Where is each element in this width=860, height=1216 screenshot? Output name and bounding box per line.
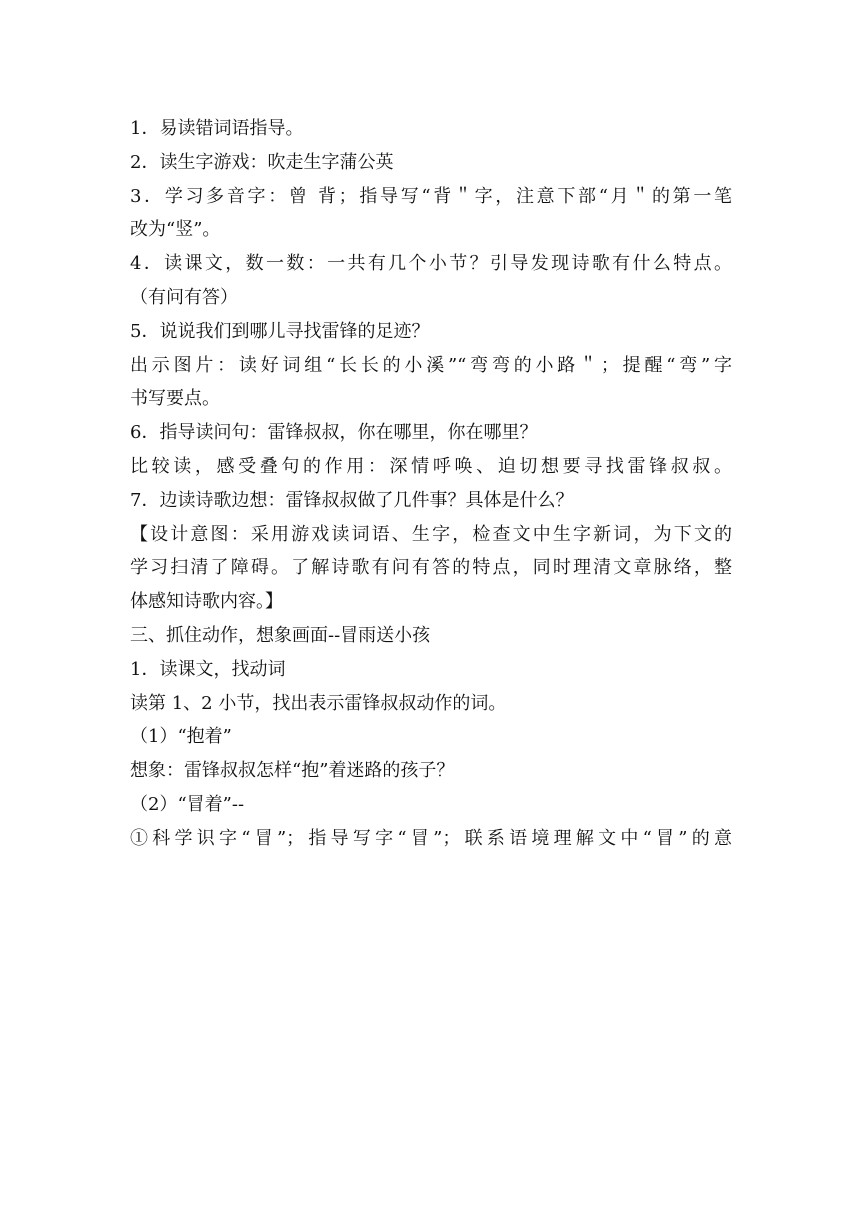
text-line-1: 1．易读错词语指导。 — [130, 118, 304, 139]
document-body — [130, 112, 732, 856]
text-line-12: 7．边读诗歌边想：雷锋叔叔做了几件事？具体是什么？ — [130, 489, 574, 511]
text-line-17: 1．读课文，找动词 — [130, 658, 286, 680]
text-line-3: 3．学习多音字：曾 背；指导写“背＂字，注意下部“月＂的第一笔 — [130, 185, 732, 207]
text-line-15: 体感知诗歌内容。】 — [130, 591, 283, 613]
text-line-11: 比较读，感受叠句的作用：深情呼唤、迫切想要寻找雷锋叔叔。 — [130, 455, 732, 477]
section-heading: 三、抓住动作，想象画面--冒雨送小孩 — [130, 624, 431, 646]
text-line-2: 2．读生字游戏：吹走生字蒲公英 — [130, 151, 394, 173]
text-line-21: （2）“冒着”-- — [130, 793, 245, 815]
text-line-7: 5．说说我们到哪儿寻找雷锋的足迹？ — [130, 320, 430, 342]
text-line-4: 改为“竖”。 — [130, 219, 221, 241]
text-line-14: 学习扫清了障碍。了解诗歌有问有答的特点，同时理清文章脉络，整 — [130, 557, 732, 579]
text-line-22: ①科学识字“冒”；指导写字“冒”；联系语境理解文中“冒”的意 — [130, 827, 732, 849]
text-line-9: 书写要点。 — [130, 388, 220, 410]
text-line-13: 【设计意图：采用游戏读词语、生字，检查文中生字新词，为下文的 — [130, 523, 732, 545]
text-line-20: 想象：雷锋叔叔怎样“抱”着迷路的孩子？ — [130, 760, 455, 782]
text-line-18: 读第 1、2 小节，找出表示雷锋叔叔动作的词。 — [130, 692, 507, 714]
text-line-8: 出示图片：读好词组“长长的小溪”“弯弯的小路＂；提醒“弯”字 — [130, 354, 732, 376]
text-line-5: 4．读课文，数一数：一共有几个小节？引导发现诗歌有什么特点。 — [130, 253, 732, 275]
text-line-6: （有问有答） — [130, 286, 238, 308]
text-line-19: （1）“抱着” — [130, 726, 232, 748]
text-line-10: 6．指导读问句：雷锋叔叔，你在哪里，你在哪里？ — [130, 422, 538, 444]
